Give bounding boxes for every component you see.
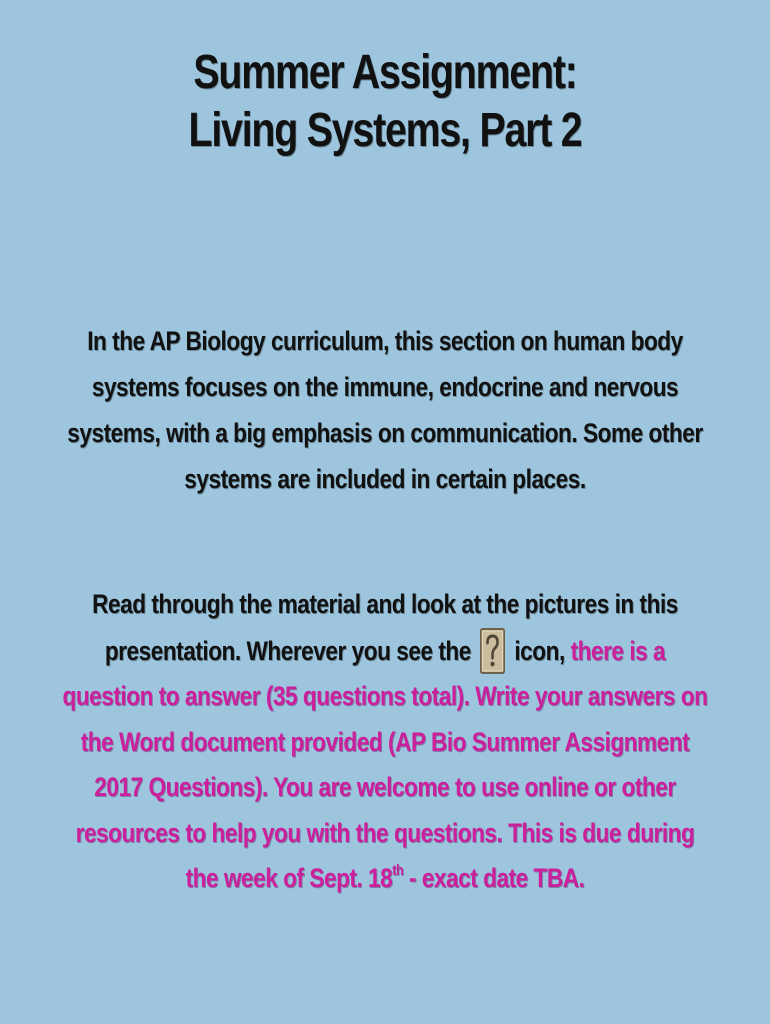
due-date-ordinal: th — [392, 862, 404, 879]
question-mark-icon — [480, 628, 505, 674]
due-date-text: the week of Sept. 18 — [185, 863, 393, 893]
page-title — [69, 44, 700, 160]
intro-paragraph — [62, 318, 709, 502]
instructions-line-5: 2017 Questions). You are welcome to use online or other — [94, 772, 676, 802]
instructions-line-2-post: icon, — [514, 635, 565, 666]
instructions-line-6: resources to help you with the questions. This is due during — [75, 817, 695, 848]
title-line-2: Living Systems, Part 2 — [188, 104, 582, 157]
title-line-1: Summer Assignment: — [193, 46, 577, 99]
intro-line-3: systems, with a big emphasis on communication. Some other — [67, 418, 703, 448]
instructions-line-2 — [62, 628, 709, 675]
instructions-line-1: Read through the material and look at the pictures in this — [92, 589, 678, 619]
intro-line-1: In the AP Biology curriculum, this section on human body — [87, 326, 683, 356]
instructions-paragraph — [62, 582, 709, 902]
instructions-line-4: the Word document provided (AP Bio Summer Assignment — [80, 726, 690, 757]
intro-line-2: systems focuses on the immune, endocrine and nervous — [91, 372, 679, 402]
instructions-line-2-highlight: there is a — [570, 635, 666, 666]
intro-line-4: systems are included in certain places. — [184, 464, 586, 494]
due-date-note: - exact date TBA. — [403, 863, 585, 893]
instructions-line-3: question to answer (35 questions total). Write your answers on — [62, 681, 708, 711]
instructions-line-7 — [62, 856, 709, 902]
instructions-line-2-pre: presentation. Wherever you see the — [104, 635, 471, 666]
